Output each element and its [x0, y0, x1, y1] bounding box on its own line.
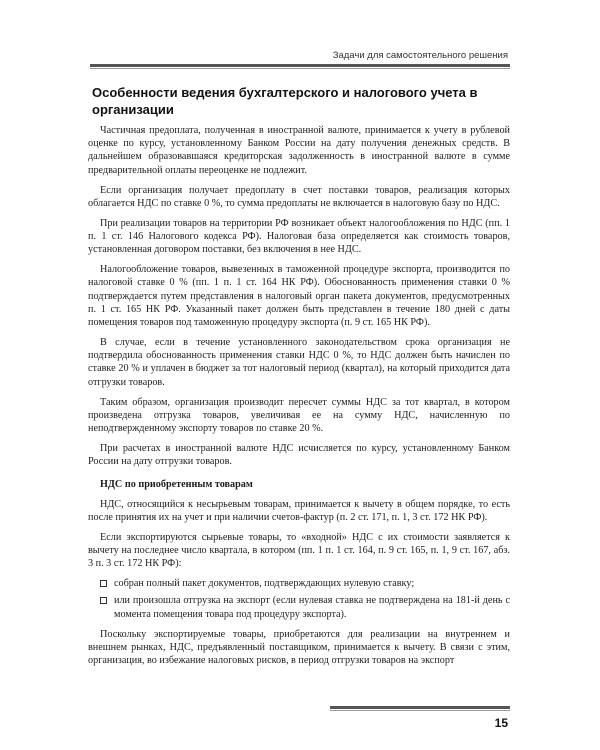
section-title: Особенности ведения бухгалтерского и налогового учета в организации	[92, 85, 478, 117]
list-item	[88, 577, 510, 590]
paragraph: Если экспортируются сырьевые товары, то «входной» НДС с их стоимости заявляется к вычету на последнее число квартала, в котором (пп. 1 п. 1 ст. 164, п. 9 ст. 165, п. 1, 9 ст. 167, абз. 3 п. 3 ст. 172 НК РФ):	[88, 531, 510, 570]
subsection-title: НДС по приобретенным товарам	[100, 479, 253, 491]
list-item-text: собран полный пакет документов, подтверждающих нулевую ставку;	[114, 578, 415, 590]
footer-rule-thin	[330, 710, 510, 711]
paragraph: При реализации товаров на территории РФ возникает объект налогообложения по НДС (пп. 1 п. 1 ст. 146 Налогового кодекса РФ). Налоговая база определяется как стоимость товаров, установленная договором поставки, без включения в нее НДС.	[88, 217, 510, 256]
paragraph: Если организация получает предоплату в счет поставки товаров, реализация которых облагается НДС по ставке 0 %, то сумма предоплаты не включается в налоговую базу по НДС.	[88, 184, 510, 209]
checkbox-bullet-icon	[100, 580, 107, 587]
paragraph: При расчетах в иностранной валюте НДС исчисляется по курсу, установленному Банком России на дату отгрузки товаров.	[88, 443, 510, 468]
footer-rule	[330, 706, 510, 709]
paragraph: НДС, относящийся к несырьевым товарам, принимается к вычету в общем порядке, то есть после принятия их на учет и при наличии счетов-фактур (п. 2 ст. 171, п. 1, 3 ст. 172 НК РФ).	[88, 498, 510, 523]
header-rule	[90, 64, 510, 67]
page-number: 15	[494, 716, 508, 730]
paragraph: В случае, если в течение установленного законодательством срока организация не подтвердила обоснованность применения ставки НДС 0 %, то НДС должен быть начислен по ставке 20 % и уплачен в бюджет за тот налоговый период (квартал), на который приходится дата отгрузки товаров.	[88, 337, 510, 388]
bullet-list	[88, 577, 510, 621]
paragraph: Налогообложение товаров, вывезенных в таможенной процедуре экспорта, производится по налоговой ставке 0 % (пп. 1 п. 1 ст. 164 НК РФ). Обоснованность применения ставки 0 % подтверждается путем представления в налоговый орган пакета документов, предусмотренных п. 1 ст. 165 НК РФ. Указанный пакет должен быть представлен в течение 180 дней с даты помещения товаров под таможенную процедуру экспорта (п. 9 ст. 165 НК РФ).	[88, 264, 510, 329]
paragraph: Поскольку экспортируемые товары, приобретаются для реализации на внутреннем и внешнем рынках, НДС, предъявленный поставщиком, принимается к вычету. В связи с этим, организация, во избежание налоговых рисков, в период отгрузки товаров на экспорт	[88, 628, 510, 667]
body-text	[88, 124, 510, 674]
running-header: Задачи для самостоятельного решения	[332, 50, 508, 61]
checkbox-bullet-icon	[100, 597, 107, 604]
header-rule-thin	[90, 68, 510, 69]
list-item-text: или произошла отгрузка на экспорт (если нулевая ставка не подтверждена на 181-й день с момента помещения товара под процедуру экспорта).	[114, 595, 510, 620]
paragraph: Таким образом, организация производит пересчет суммы НДС за тот квартал, в котором произведена отгрузка товаров, увеличивая ее на сумму НДС, начисленную по неподтвержденному экспорту товаров по ставке 20 %.	[88, 396, 510, 435]
list-item	[88, 594, 510, 620]
paragraph: Частичная предоплата, полученная в иностранной валюте, принимается к учету в рублевой оценке по курсу, установленному Банком России на дату получения денежных средств. В дальнейшем образовавшаяся кредиторская задолженность в иностранной валюте в сумме предварительной оплаты переоценке не подлежит.	[88, 125, 510, 176]
